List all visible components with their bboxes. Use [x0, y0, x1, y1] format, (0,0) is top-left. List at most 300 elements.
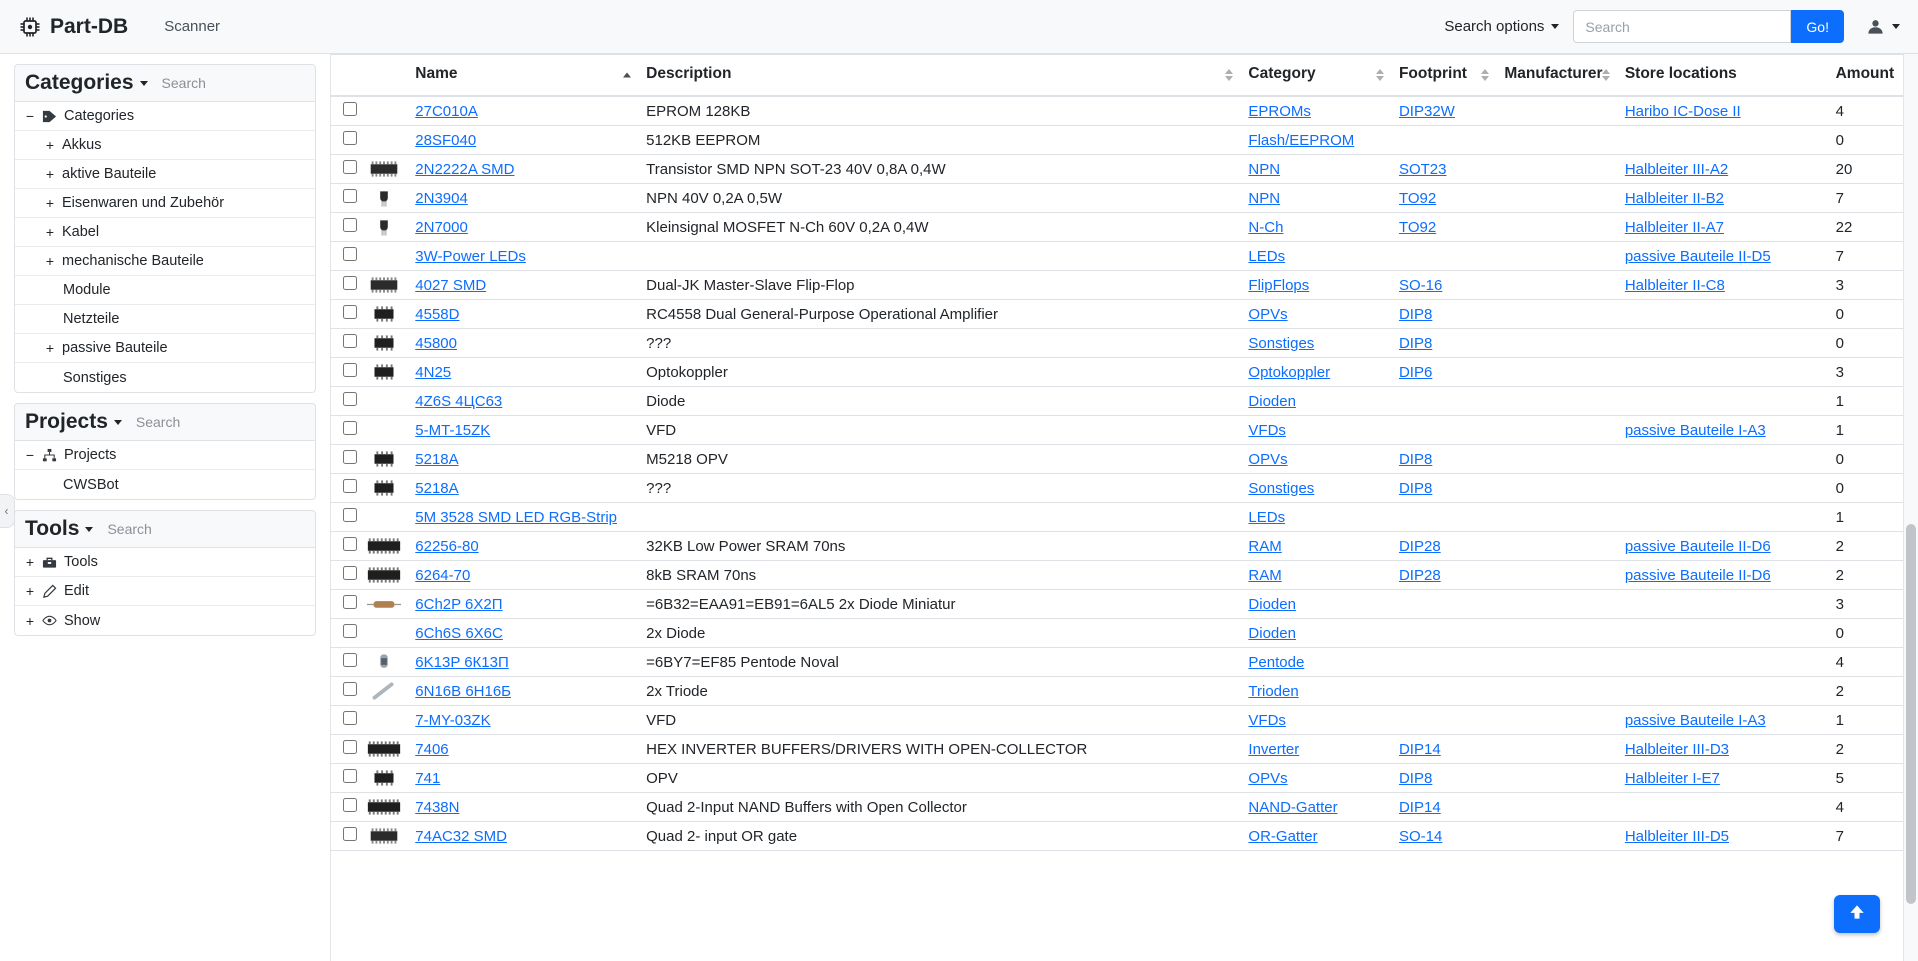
column-header-name[interactable]: Name	[407, 55, 638, 97]
part-footprint-cell[interactable]	[1391, 416, 1496, 445]
row-select-checkbox[interactable]	[343, 189, 357, 203]
table-row[interactable]	[331, 822, 1918, 851]
part-store-location-cell[interactable]	[1617, 242, 1828, 271]
brand-logo[interactable]	[18, 15, 128, 39]
part-name-link[interactable]: 7438N	[415, 798, 460, 816]
store-location-link[interactable]: passive Bauteile I-A3	[1624, 421, 1766, 439]
part-name-cell[interactable]	[407, 271, 638, 300]
store-location-link[interactable]: Halbleiter II-A7	[1624, 218, 1725, 236]
part-store-location-cell[interactable]	[1617, 619, 1828, 648]
part-manufacturer-cell[interactable]	[1496, 155, 1616, 184]
row-select-checkbox[interactable]	[343, 769, 357, 783]
tree-item[interactable]	[15, 577, 315, 606]
row-select-checkbox-cell[interactable]	[331, 590, 361, 619]
category-link[interactable]: OPVs	[1248, 305, 1288, 323]
part-name-cell[interactable]	[407, 619, 638, 648]
tree-item[interactable]	[15, 276, 315, 305]
tree-item[interactable]	[15, 363, 315, 392]
row-select-checkbox[interactable]	[343, 479, 357, 493]
part-store-location-cell[interactable]	[1617, 271, 1828, 300]
category-link[interactable]: Inverter	[1248, 740, 1300, 758]
projects-title[interactable]: Projects	[25, 410, 122, 434]
part-manufacturer-cell[interactable]	[1496, 300, 1616, 329]
part-footprint-cell[interactable]	[1391, 503, 1496, 532]
part-footprint-cell[interactable]	[1391, 648, 1496, 677]
part-manufacturer-cell[interactable]	[1496, 474, 1616, 503]
part-footprint-cell[interactable]	[1391, 213, 1496, 242]
row-select-checkbox-cell[interactable]	[331, 503, 361, 532]
part-manufacturer-cell[interactable]	[1496, 96, 1616, 126]
category-link[interactable]: OR-Gatter	[1248, 827, 1318, 845]
part-name-cell[interactable]	[407, 474, 638, 503]
categories-title[interactable]: Categories	[25, 71, 148, 95]
part-category-cell[interactable]	[1240, 155, 1391, 184]
part-name-cell[interactable]	[407, 561, 638, 590]
part-store-location-cell[interactable]	[1617, 735, 1828, 764]
part-store-location-cell[interactable]	[1617, 822, 1828, 851]
part-name-link[interactable]: 7-MY-03ZK	[415, 711, 491, 729]
row-select-checkbox[interactable]	[343, 624, 357, 638]
part-store-location-cell[interactable]	[1617, 387, 1828, 416]
row-select-checkbox-cell[interactable]	[331, 706, 361, 735]
part-category-cell[interactable]	[1240, 561, 1391, 590]
row-select-checkbox-cell[interactable]	[331, 416, 361, 445]
footprint-link[interactable]: TO92	[1398, 189, 1437, 207]
part-name-cell[interactable]	[407, 242, 638, 271]
part-store-location-cell[interactable]	[1617, 764, 1828, 793]
tree-toggle-icon[interactable]: +	[45, 340, 55, 356]
part-name-link[interactable]: 4558D	[415, 305, 460, 323]
part-store-location-cell[interactable]	[1617, 648, 1828, 677]
table-row[interactable]	[331, 677, 1918, 706]
user-menu[interactable]	[1866, 17, 1900, 36]
part-store-location-cell[interactable]	[1617, 213, 1828, 242]
category-link[interactable]: OPVs	[1248, 450, 1288, 468]
part-footprint-cell[interactable]	[1391, 329, 1496, 358]
row-select-checkbox[interactable]	[343, 740, 357, 754]
tree-item[interactable]	[15, 218, 315, 247]
part-category-cell[interactable]	[1240, 706, 1391, 735]
row-select-checkbox-cell[interactable]	[331, 677, 361, 706]
row-select-checkbox-cell[interactable]	[331, 532, 361, 561]
part-name-cell[interactable]	[407, 532, 638, 561]
tree-toggle-icon[interactable]: +	[45, 195, 55, 211]
part-manufacturer-cell[interactable]	[1496, 416, 1616, 445]
part-manufacturer-cell[interactable]	[1496, 648, 1616, 677]
row-select-checkbox[interactable]	[343, 334, 357, 348]
part-footprint-cell[interactable]	[1391, 677, 1496, 706]
row-select-checkbox[interactable]	[343, 392, 357, 406]
part-footprint-cell[interactable]	[1391, 764, 1496, 793]
part-store-location-cell[interactable]	[1617, 416, 1828, 445]
part-category-cell[interactable]	[1240, 300, 1391, 329]
row-select-checkbox[interactable]	[343, 247, 357, 261]
tree-toggle-icon[interactable]: +	[45, 224, 55, 240]
part-footprint-cell[interactable]	[1391, 619, 1496, 648]
search-options-dropdown[interactable]	[1430, 12, 1573, 41]
part-category-cell[interactable]	[1240, 416, 1391, 445]
store-location-link[interactable]: Halbleiter III-D5	[1624, 827, 1730, 845]
category-link[interactable]: NAND-Gatter	[1248, 798, 1338, 816]
part-footprint-cell[interactable]	[1391, 242, 1496, 271]
part-name-link[interactable]: 4N25	[415, 363, 452, 381]
category-link[interactable]: NPN	[1248, 189, 1281, 207]
table-row[interactable]	[331, 242, 1918, 271]
part-store-location-cell[interactable]	[1617, 561, 1828, 590]
part-name-link[interactable]: 2N3904	[415, 189, 468, 207]
footprint-link[interactable]: DIP8	[1398, 479, 1433, 497]
footprint-link[interactable]: DIP8	[1398, 334, 1433, 352]
part-manufacturer-cell[interactable]	[1496, 271, 1616, 300]
column-header-amount[interactable]: Amount	[1828, 55, 1918, 97]
row-select-checkbox-cell[interactable]	[331, 155, 361, 184]
table-row[interactable]	[331, 648, 1918, 677]
part-name-cell[interactable]	[407, 387, 638, 416]
part-name-cell[interactable]	[407, 155, 638, 184]
store-location-link[interactable]: Halbleiter II-B2	[1624, 189, 1725, 207]
part-footprint-cell[interactable]	[1391, 155, 1496, 184]
row-select-checkbox-cell[interactable]	[331, 213, 361, 242]
row-select-checkbox-cell[interactable]	[331, 445, 361, 474]
part-footprint-cell[interactable]	[1391, 126, 1496, 155]
row-select-checkbox[interactable]	[343, 566, 357, 580]
row-select-checkbox[interactable]	[343, 305, 357, 319]
part-footprint-cell[interactable]	[1391, 184, 1496, 213]
row-select-checkbox-cell[interactable]	[331, 387, 361, 416]
row-select-checkbox-cell[interactable]	[331, 561, 361, 590]
part-footprint-cell[interactable]	[1391, 300, 1496, 329]
part-store-location-cell[interactable]	[1617, 96, 1828, 126]
column-header-description[interactable]: Description	[638, 55, 1240, 97]
part-category-cell[interactable]	[1240, 474, 1391, 503]
category-link[interactable]: OPVs	[1248, 769, 1288, 787]
category-link[interactable]: Sonstiges	[1248, 479, 1315, 497]
category-link[interactable]: RAM	[1248, 566, 1282, 584]
scrollbar-thumb[interactable]	[1906, 524, 1916, 904]
part-name-cell[interactable]	[407, 648, 638, 677]
tree-item[interactable]	[15, 189, 315, 218]
tree-item[interactable]	[15, 160, 315, 189]
part-name-link[interactable]: 5218A	[415, 479, 459, 497]
row-select-checkbox[interactable]	[343, 595, 357, 609]
row-select-checkbox[interactable]	[343, 421, 357, 435]
part-store-location-cell[interactable]	[1617, 445, 1828, 474]
column-header-store-locations[interactable]: Store locations	[1617, 55, 1828, 97]
part-category-cell[interactable]	[1240, 213, 1391, 242]
row-select-checkbox[interactable]	[343, 160, 357, 174]
part-store-location-cell[interactable]	[1617, 590, 1828, 619]
table-row[interactable]	[331, 474, 1918, 503]
footprint-link[interactable]: DIP8	[1398, 450, 1433, 468]
row-select-checkbox[interactable]	[343, 102, 357, 116]
row-select-checkbox[interactable]	[343, 131, 357, 145]
category-link[interactable]: Sonstiges	[1248, 334, 1315, 352]
part-manufacturer-cell[interactable]	[1496, 764, 1616, 793]
store-location-link[interactable]: Halbleiter III-D3	[1624, 740, 1730, 758]
part-category-cell[interactable]	[1240, 590, 1391, 619]
row-select-checkbox[interactable]	[343, 218, 357, 232]
table-row[interactable]	[331, 213, 1918, 242]
part-manufacturer-cell[interactable]	[1496, 387, 1616, 416]
part-manufacturer-cell[interactable]	[1496, 822, 1616, 851]
tree-item[interactable]	[15, 606, 315, 635]
tree-toggle-icon[interactable]: +	[25, 612, 35, 629]
footprint-link[interactable]: DIP8	[1398, 305, 1433, 323]
table-row[interactable]	[331, 271, 1918, 300]
part-category-cell[interactable]	[1240, 126, 1391, 155]
part-name-cell[interactable]	[407, 793, 638, 822]
part-store-location-cell[interactable]	[1617, 329, 1828, 358]
row-select-checkbox-cell[interactable]	[331, 793, 361, 822]
row-select-checkbox-cell[interactable]	[331, 242, 361, 271]
part-name-link[interactable]: 2N2222A SMD	[415, 160, 515, 178]
part-footprint-cell[interactable]	[1391, 358, 1496, 387]
table-row[interactable]	[331, 300, 1918, 329]
part-store-location-cell[interactable]	[1617, 706, 1828, 735]
part-manufacturer-cell[interactable]	[1496, 735, 1616, 764]
part-name-cell[interactable]	[407, 445, 638, 474]
row-select-checkbox-cell[interactable]	[331, 96, 361, 126]
projects-search-input[interactable]	[132, 412, 305, 432]
part-footprint-cell[interactable]	[1391, 793, 1496, 822]
back-to-top-button[interactable]	[1834, 895, 1880, 933]
part-name-link[interactable]: 3W-Power LEDs	[415, 247, 526, 265]
store-location-link[interactable]: passive Bauteile II-D5	[1624, 247, 1771, 265]
part-store-location-cell[interactable]	[1617, 358, 1828, 387]
part-name-cell[interactable]	[407, 590, 638, 619]
tree-item[interactable]	[15, 470, 315, 499]
part-name-cell[interactable]	[407, 358, 638, 387]
category-link[interactable]: RAM	[1248, 537, 1282, 555]
table-row[interactable]	[331, 155, 1918, 184]
tree-item[interactable]	[15, 548, 315, 577]
table-row[interactable]	[331, 561, 1918, 590]
row-select-checkbox[interactable]	[343, 827, 357, 841]
footprint-link[interactable]: DIP8	[1398, 769, 1433, 787]
part-category-cell[interactable]	[1240, 242, 1391, 271]
category-link[interactable]: NPN	[1248, 160, 1281, 178]
part-manufacturer-cell[interactable]	[1496, 619, 1616, 648]
table-row[interactable]	[331, 619, 1918, 648]
tree-item[interactable]	[15, 131, 315, 160]
part-name-link[interactable]: 74AC32 SMD	[415, 827, 507, 845]
part-manufacturer-cell[interactable]	[1496, 590, 1616, 619]
row-select-checkbox-cell[interactable]	[331, 300, 361, 329]
table-row[interactable]	[331, 416, 1918, 445]
part-name-cell[interactable]	[407, 126, 638, 155]
part-category-cell[interactable]	[1240, 445, 1391, 474]
part-store-location-cell[interactable]	[1617, 677, 1828, 706]
row-select-checkbox[interactable]	[343, 653, 357, 667]
part-manufacturer-cell[interactable]	[1496, 677, 1616, 706]
row-select-checkbox-cell[interactable]	[331, 822, 361, 851]
part-name-cell[interactable]	[407, 416, 638, 445]
tree-toggle-icon[interactable]: −	[25, 447, 35, 463]
part-store-location-cell[interactable]	[1617, 184, 1828, 213]
part-footprint-cell[interactable]	[1391, 822, 1496, 851]
part-name-link[interactable]: 5218A	[415, 450, 459, 468]
part-footprint-cell[interactable]	[1391, 387, 1496, 416]
part-name-link[interactable]: 7406	[415, 740, 449, 758]
column-header-category[interactable]: Category	[1240, 55, 1391, 97]
category-link[interactable]: Dioden	[1248, 595, 1296, 613]
row-select-checkbox-cell[interactable]	[331, 764, 361, 793]
table-row[interactable]	[331, 387, 1918, 416]
footprint-link[interactable]: TO92	[1398, 218, 1437, 236]
part-name-link[interactable]: 6K13P 6К13П	[415, 653, 509, 671]
row-select-checkbox-cell[interactable]	[331, 735, 361, 764]
part-category-cell[interactable]	[1240, 329, 1391, 358]
part-name-link[interactable]: 6Ch6S 6Х6С	[415, 624, 503, 642]
footprint-link[interactable]: DIP6	[1398, 363, 1433, 381]
category-link[interactable]: LEDs	[1248, 247, 1286, 265]
category-link[interactable]: Pentode	[1248, 653, 1305, 671]
store-location-link[interactable]: Haribo IC-Dose II	[1624, 102, 1741, 120]
table-row[interactable]	[331, 445, 1918, 474]
nav-item-scanner[interactable]: Scanner	[164, 18, 221, 35]
part-category-cell[interactable]	[1240, 532, 1391, 561]
part-category-cell[interactable]	[1240, 793, 1391, 822]
footprint-link[interactable]: DIP28	[1398, 537, 1441, 555]
footprint-link[interactable]: DIP14	[1398, 798, 1441, 816]
tree-toggle-icon[interactable]: +	[45, 253, 55, 269]
part-name-cell[interactable]	[407, 329, 638, 358]
table-row[interactable]	[331, 706, 1918, 735]
part-name-cell[interactable]	[407, 706, 638, 735]
part-name-link[interactable]: 5M 3528 SMD LED RGB-Strip	[415, 508, 618, 526]
part-category-cell[interactable]	[1240, 387, 1391, 416]
part-category-cell[interactable]	[1240, 271, 1391, 300]
table-row[interactable]	[331, 590, 1918, 619]
table-row[interactable]	[331, 793, 1918, 822]
part-manufacturer-cell[interactable]	[1496, 126, 1616, 155]
part-store-location-cell[interactable]	[1617, 503, 1828, 532]
part-manufacturer-cell[interactable]	[1496, 213, 1616, 242]
part-footprint-cell[interactable]	[1391, 532, 1496, 561]
row-select-checkbox-cell[interactable]	[331, 474, 361, 503]
category-link[interactable]: Dioden	[1248, 392, 1296, 410]
category-link[interactable]: EPROMs	[1248, 102, 1311, 120]
part-name-link[interactable]: 45800	[415, 334, 457, 352]
part-store-location-cell[interactable]	[1617, 474, 1828, 503]
part-name-link[interactable]: 6N16B 6Н16Б	[415, 682, 512, 700]
category-link[interactable]: VFDs	[1248, 421, 1286, 439]
footprint-link[interactable]: DIP14	[1398, 740, 1441, 758]
part-name-link[interactable]: 62256-80	[415, 537, 479, 555]
table-row[interactable]	[331, 184, 1918, 213]
store-location-link[interactable]: Halbleiter I-E7	[1624, 769, 1720, 787]
part-footprint-cell[interactable]	[1391, 561, 1496, 590]
store-location-link[interactable]: Halbleiter II-C8	[1624, 276, 1725, 294]
part-manufacturer-cell[interactable]	[1496, 532, 1616, 561]
part-name-link[interactable]: 5-MT-15ZK	[415, 421, 491, 439]
footprint-link[interactable]: SOT23	[1398, 160, 1447, 178]
part-category-cell[interactable]	[1240, 503, 1391, 532]
part-footprint-cell[interactable]	[1391, 271, 1496, 300]
part-name-link[interactable]: 6264-70	[415, 566, 471, 584]
part-manufacturer-cell[interactable]	[1496, 793, 1616, 822]
table-row[interactable]	[331, 126, 1918, 155]
part-name-cell[interactable]	[407, 677, 638, 706]
part-footprint-cell[interactable]	[1391, 445, 1496, 474]
row-select-checkbox[interactable]	[343, 276, 357, 290]
row-select-checkbox-cell[interactable]	[331, 619, 361, 648]
column-header-manufacturer[interactable]: Manufacturer	[1496, 55, 1616, 97]
footprint-link[interactable]: DIP32W	[1398, 102, 1455, 120]
table-row[interactable]	[331, 329, 1918, 358]
part-name-link[interactable]: 4027 SMD	[415, 276, 487, 294]
tree-item[interactable]	[15, 441, 315, 470]
row-select-checkbox[interactable]	[343, 798, 357, 812]
part-name-cell[interactable]	[407, 96, 638, 126]
category-link[interactable]: FlipFlops	[1248, 276, 1310, 294]
tree-toggle-icon[interactable]: +	[45, 137, 55, 153]
part-footprint-cell[interactable]	[1391, 590, 1496, 619]
category-link[interactable]: Flash/EEPROM	[1248, 131, 1355, 149]
row-select-checkbox[interactable]	[343, 508, 357, 522]
part-manufacturer-cell[interactable]	[1496, 445, 1616, 474]
row-select-checkbox[interactable]	[343, 450, 357, 464]
part-category-cell[interactable]	[1240, 648, 1391, 677]
tree-toggle-icon[interactable]: +	[45, 166, 55, 182]
part-name-link[interactable]: 27C010A	[415, 102, 478, 120]
category-link[interactable]: Dioden	[1248, 624, 1296, 642]
part-name-link[interactable]: 741	[415, 769, 441, 787]
part-name-cell[interactable]	[407, 735, 638, 764]
category-link[interactable]: Trioden	[1248, 682, 1299, 700]
part-store-location-cell[interactable]	[1617, 532, 1828, 561]
tools-title[interactable]: Tools	[25, 517, 93, 541]
row-select-checkbox-cell[interactable]	[331, 329, 361, 358]
part-store-location-cell[interactable]	[1617, 300, 1828, 329]
table-row[interactable]	[331, 503, 1918, 532]
row-select-checkbox[interactable]	[343, 537, 357, 551]
part-name-link[interactable]: 28SF040	[415, 131, 477, 149]
part-category-cell[interactable]	[1240, 735, 1391, 764]
part-name-link[interactable]: 6Ch2P 6Х2П	[415, 595, 503, 613]
row-select-checkbox-cell[interactable]	[331, 271, 361, 300]
row-select-checkbox-cell[interactable]	[331, 648, 361, 677]
part-manufacturer-cell[interactable]	[1496, 561, 1616, 590]
category-link[interactable]: N-Ch	[1248, 218, 1284, 236]
category-link[interactable]: LEDs	[1248, 508, 1286, 526]
part-name-link[interactable]: 4Z6S 4ЦС63	[415, 392, 503, 410]
store-location-link[interactable]: passive Bauteile II-D6	[1624, 537, 1771, 555]
row-select-checkbox[interactable]	[343, 682, 357, 696]
part-name-cell[interactable]	[407, 764, 638, 793]
tree-toggle-icon[interactable]: +	[25, 583, 35, 599]
store-location-link[interactable]: Halbleiter III-A2	[1624, 160, 1729, 178]
footprint-link[interactable]: SO-14	[1398, 827, 1443, 845]
tree-item[interactable]	[15, 305, 315, 334]
footprint-link[interactable]: SO-16	[1398, 276, 1443, 294]
part-footprint-cell[interactable]	[1391, 96, 1496, 126]
table-row[interactable]	[331, 358, 1918, 387]
part-footprint-cell[interactable]	[1391, 706, 1496, 735]
tree-toggle-icon[interactable]: −	[25, 108, 35, 124]
part-name-cell[interactable]	[407, 300, 638, 329]
part-name-cell[interactable]	[407, 822, 638, 851]
row-select-checkbox[interactable]	[343, 711, 357, 725]
table-row[interactable]	[331, 735, 1918, 764]
part-manufacturer-cell[interactable]	[1496, 358, 1616, 387]
store-location-link[interactable]: passive Bauteile II-D6	[1624, 566, 1771, 584]
part-manufacturer-cell[interactable]	[1496, 503, 1616, 532]
row-select-checkbox-cell[interactable]	[331, 358, 361, 387]
table-row[interactable]	[331, 764, 1918, 793]
column-header-footprint[interactable]: Footprint	[1391, 55, 1496, 97]
store-location-link[interactable]: passive Bauteile I-A3	[1624, 711, 1766, 729]
